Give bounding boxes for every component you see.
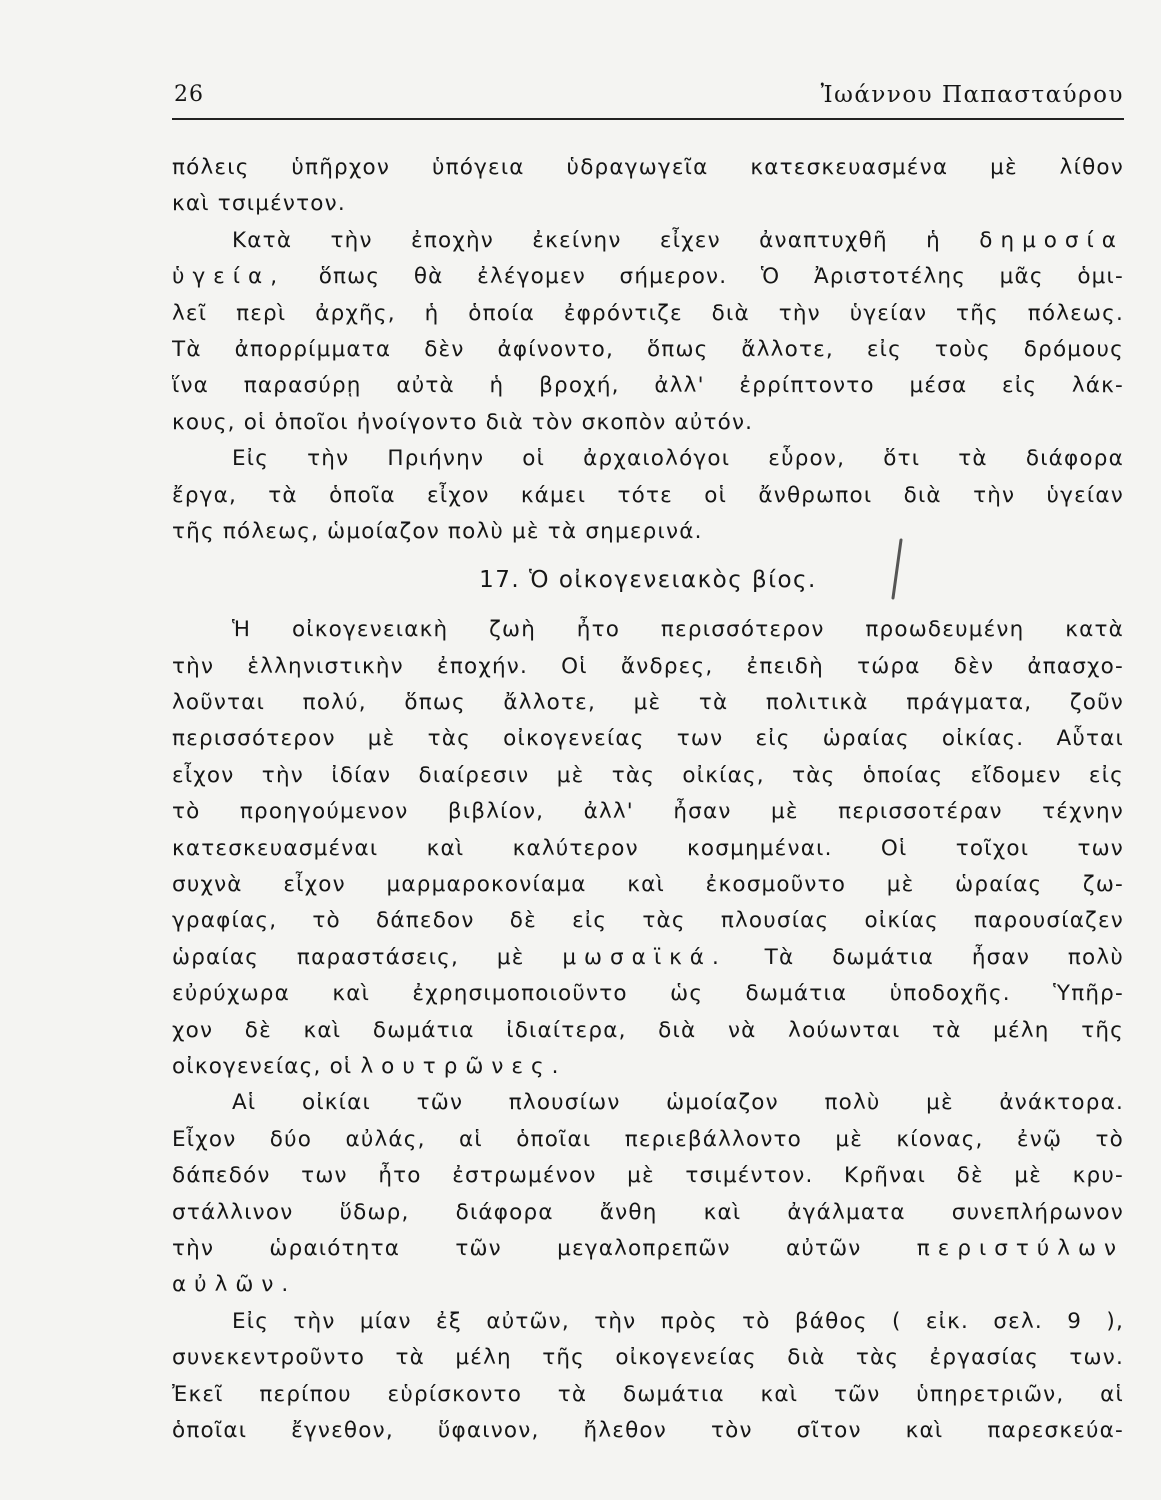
text-line: οἰκογενείας, οἱ λουτρῶνες. [172,1053,567,1079]
header-rule [172,118,1124,120]
page-number: 26 [174,82,204,107]
text-line: Κατὰ τὴν ἐποχὴν ἐκείνην εἶχεν ἀναπτυχθῆ ἡ δημοσία [232,227,1124,253]
section-heading: 17. Ὁ οἰκογενειακὸς βίος. [479,567,817,594]
text-line: χον δὲ καὶ δωμάτια ἰδιαίτερα, διὰ νὰ λούωνται τὰ μέλη τῆς [172,1017,1124,1043]
text-line: Τὰ ἀπορρίμματα δὲν ἀφίνοντο, ὅπως ἄλλοτε, εἰς τοὺς δρόμους [172,336,1124,362]
text-line: πόλεις ὑπῆρχον ὑπόγεια ὑδραγωγεῖα κατεσκευασμένα μὲ λίθον [172,155,1124,180]
spaced-text: περιστύλων [916,1235,1124,1261]
text-line: τὴν ἑλληνιστικὴν ἐποχήν. Οἱ ἄνδρες, ἐπειδὴ τώρα δὲν ἀπασχο- [172,653,1124,679]
text-line: τῆς πόλεως, ὡμοίαζον πολὺ μὲ τὰ σημερινά. [172,518,703,544]
text-line: ἵνα παρασύρῃ αὐτὰ ἡ βροχή, ἀλλ' ἐρρίπτοντο μέσα εἰς λάκ- [172,373,1124,399]
text-line: κους, οἱ ὁποῖοι ἠνοίγοντο διὰ τὸν σκοπὸν αὐτόν. [172,409,754,435]
text-line: Εἰς τὴν μίαν ἐξ αὐτῶν, τὴν πρὸς τὸ βάθος ( εἰκ. σελ. 9 ), [232,1308,1124,1334]
text-line [172,1267,1124,1303]
text-line: εἶχον τὴν ἰδίαν διαίρεσιν μὲ τὰς οἰκίας, τὰς ὁποίας εἴδομεν εἰς [172,762,1124,788]
text-line: Ἡ οἰκογενειακὴ ζωὴ ἦτο περισσότερον προωδευμένη κατὰ [232,617,1124,643]
text-line: λεῖ περὶ ἀρχῆς, ἡ ὁποία ἐφρόντιζε διὰ τὴν ὑγείαν τῆς πόλεως. [172,300,1124,326]
spaced-text: λουτρῶνες. [360,1053,567,1079]
text-line: εὐρύχωρα καὶ ἐχρησιμοποιοῦντο ὡς δωμάτια ὑποδοχῆς. Ὑπῆρ- [172,981,1124,1007]
body-text [172,150,1124,1449]
text-line: τὸ προηγούμενον βιβλίον, ἀλλ' ἦσαν μὲ περισσοτέραν τέχνην [172,799,1124,825]
spaced-text: δημοσία [979,227,1124,253]
spaced-text: μωσαϊκά. [562,944,727,970]
text-line: λοῦνται πολύ, ὅπως ἄλλοτε, μὲ τὰ πολιτικὰ πράγματα, ζοῦν [172,690,1124,716]
text-line: περισσότερον μὲ τὰς οἰκογενείας των εἰς ὡραίας οἰκίας. Αὗται [172,726,1124,752]
page-header [172,78,1124,118]
text-line: Αἱ οἰκίαι τῶν πλουσίων ὡμοίαζον πολὺ μὲ ἀνάκτορα. [232,1090,1124,1116]
text-line: ἔργα, τὰ ὁποῖα εἶχον κάμει τότε οἱ ἄνθρωποι διὰ τὴν ὑγείαν [172,482,1124,508]
text-line: Εἰς τὴν Πριήνην οἱ ἀρχαιολόγοι εὗρον, ὅτι τὰ διάφορα [232,446,1124,472]
text-line: ὡραίας παραστάσεις, μὲ μωσαϊκά. Τὰ δωμάτια ἦσαν πολὺ [172,944,1124,970]
text-line: Εἶχον δύο αὐλάς, αἱ ὁποῖαι περιεβάλλοντο μὲ κίονας, ἐνῷ τὸ [172,1126,1124,1152]
text-line: τὴν ὡραιότητα τῶν μεγαλοπρεπῶν αὐτῶν περιστύλων [172,1235,1124,1261]
text-line: συνεκεντροῦντο τὰ μέλη τῆς οἰκογενείας διὰ τὰς ἐργασίας των. [172,1345,1124,1371]
text-line: γραφίας, τὸ δάπεδον δὲ εἰς τὰς πλουσίας οἰκίας παρουσίαζεν [172,908,1124,934]
spaced-text: ὑγεία, [172,264,286,290]
text-line: ὑγεία, ὅπως θὰ ἐλέγομεν σήμερον. Ὁ Ἀριστοτέλης μᾶς ὁμι- [172,264,1124,290]
text-line: κατεσκευασμέναι καὶ καλύτερον κοσμημέναι. Οἱ τοῖχοι των [172,835,1124,861]
text-line: Ἐκεῖ περίπου εὑρίσκοντο τὰ δωμάτια καὶ τῶν ὑπηρετριῶν, αἱ [172,1381,1124,1407]
running-head: Ἰωάννου Παπασταύρου [820,82,1124,108]
pen-mark [890,538,904,600]
text-line: συχνὰ εἶχον μαρμαροκονίαμα καὶ ἐκοσμοῦντο μὲ ὡραίας ζω- [172,872,1124,898]
text-line: καὶ τσιμέντον. [172,191,346,217]
text-line: στάλλινον ὕδωρ, διάφορα ἄνθη καὶ ἀγάλματα συνεπλήρωνον [172,1199,1124,1225]
spaced-text: αὐλῶν. [172,1272,297,1298]
text-line: δάπεδόν των ἦτο ἐστρωμένον μὲ τσιμέντον. Κρῆναι δὲ μὲ κρυ- [172,1163,1124,1189]
text-line: ὁποῖαι ἔγνεθον, ὕφαινον, ἤλεθον τὸν σῖτον καὶ παρεσκεύα- [172,1417,1124,1443]
